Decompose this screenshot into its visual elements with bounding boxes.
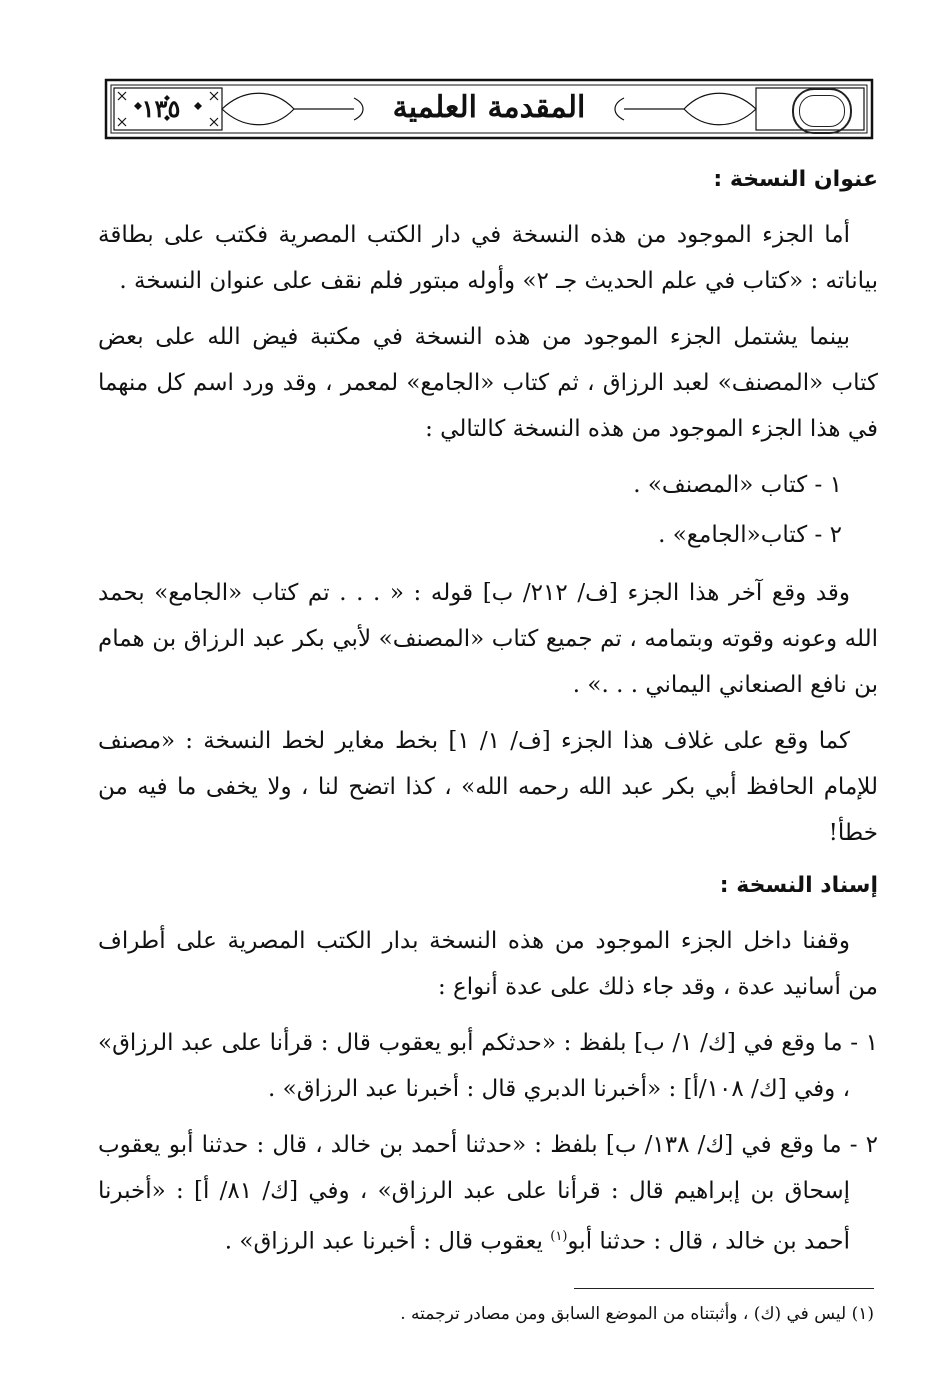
footnote-reference[interactable]: (١) bbox=[550, 1229, 568, 1244]
main-text bbox=[98, 160, 878, 1275]
footnote: (١) ليس في (ك) ، وأثبتناه من الموضع السابق ومن مصادر ترجمته . bbox=[400, 1304, 874, 1324]
publisher-logo bbox=[792, 88, 852, 134]
numbered-item-text: يعقوب قال : أخبرنا عبد الرزاق» . bbox=[224, 1228, 551, 1255]
section-heading-isnad: إسناد النسخة : bbox=[719, 873, 878, 898]
paragraph: وقد وقع آخر هذا الجزء [ف/ ٢١٢/ ب] قوله : « . . . تم كتاب «الجامع» بحمد الله وعونه وقوته وبتمامه ، تم جميع كتاب «المصنف» لأبي بكر عبد الرزاق بن همام بن نافع الصنعاني اليماني . . .» . bbox=[98, 580, 878, 698]
paragraph: أما الجزء الموجود من هذه النسخة في دار الكتب المصرية فكتب على بطاقة بياناته : «كتاب في علم الحديث جـ ٢» وأوله مبتور فلم نقف على عنوان النسخة . bbox=[98, 222, 878, 294]
paragraph: وقفنا داخل الجزء الموجود من هذه النسخة بدار الكتب المصرية على أطراف من أسانيد عدة ، وقد جاء ذلك على عدة أنواع : bbox=[98, 928, 878, 1000]
footnote-separator bbox=[574, 1288, 874, 1289]
numbered-item bbox=[98, 1122, 878, 1265]
page-number: ١٣٥ bbox=[141, 94, 181, 123]
publisher-logo-inner bbox=[799, 95, 845, 127]
numbered-item-text: ٢ - ما وقع في [ك/ ١٣٨/ ب] بلفظ : «حدثنا أحمد بن خالد ، قال : حدثنا أبو يعقوب إسحاق بن إبراهيم قال : قرأنا على عبد الرزاق» ، وفي [ك/ ٨١/ أ] : «أخبرنا أحمد بن خالد ، قال : حدثنا أبو bbox=[98, 1132, 879, 1255]
page-header bbox=[104, 78, 874, 140]
paragraph: بينما يشتمل الجزء الموجود من هذه النسخة في مكتبة فيض الله على بعض كتاب «المصنف» لعبد الرزاق ، ثم كتاب «الجامع» لمعمر ، وقد ورد اسم كل منهما في هذا الجزء الموجود من هذه النسخة كالتالي : bbox=[98, 324, 878, 442]
paragraph: كما وقع على غلاف هذا الجزء [ف/ ١/ ١] بخط مغاير لخط النسخة : «مصنف للإمام الحافظ أبي بكر عبد الله رحمه الله» ، كذا اتضح لنا ، ولا يخفى ما فيه من خطأ! bbox=[98, 728, 878, 846]
section-heading-title: عنوان النسخة : bbox=[713, 167, 878, 192]
list-item: ٢ - كتاب«الجامع» . bbox=[658, 522, 842, 548]
list-item: ١ - كتاب «المصنف» . bbox=[633, 472, 842, 498]
numbered-item: ١ - ما وقع في [ك/ ١/ ب] بلفظ : «حدثكم أبو يعقوب قال : قرأنا على عبد الرزاق» ، وفي [ك/ ١٠٨/أ] : «أخبرنا الدبري قال : أخبرنا عبد الرزاق» . bbox=[98, 1030, 878, 1102]
page-title: المقدمة العلمية bbox=[392, 90, 586, 125]
